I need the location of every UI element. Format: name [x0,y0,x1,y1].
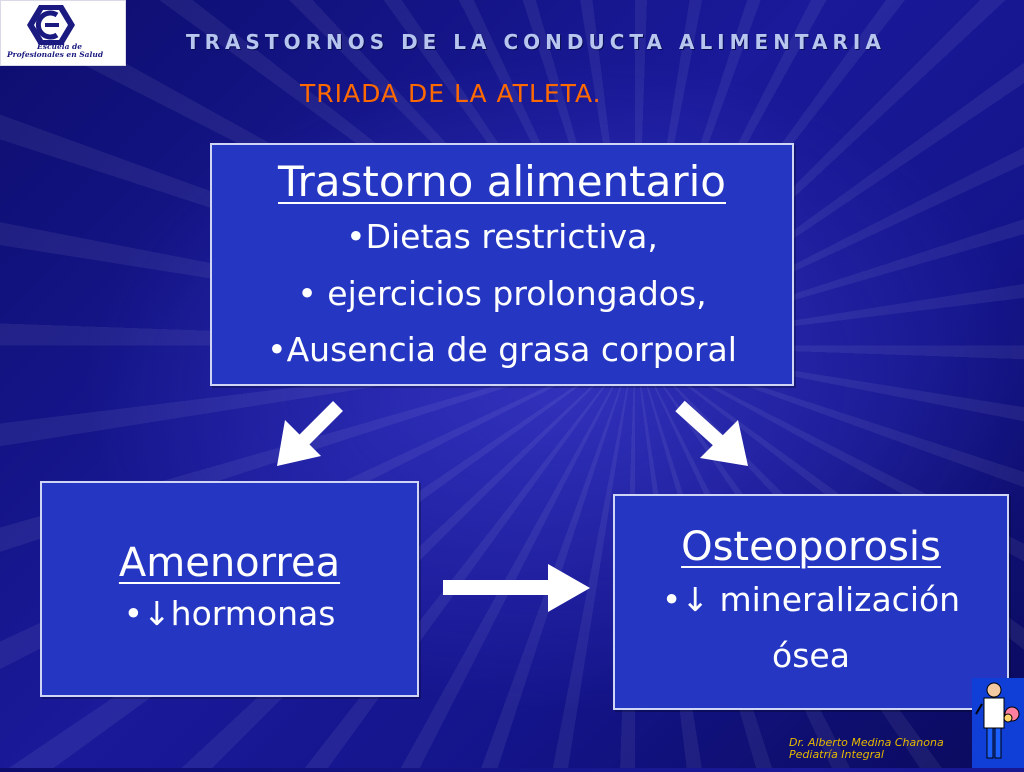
arrow-down-right-icon [680,406,748,466]
logo-line-2: Profesionales en Salud [7,50,104,59]
header-title: TRASTORNOS DE LA CONDUCTA ALIMENTARIA [186,30,886,54]
arrow-right-icon [443,564,590,612]
bullet-body-fat-absence: •Ausencia de grasa corporal [267,330,737,369]
bullet-mineralization: •↓ mineralización [661,580,961,619]
eating-disorder-title: Trastorno alimentario [277,157,726,206]
bullet-hormones: •↓hormonas [123,594,336,633]
bullet-restrictive-diets: •Dietas restrictiva, [346,217,658,256]
author-signature [789,737,944,761]
bullet-prolonged-exercise: • ejercicios prolongados, [297,274,707,313]
author-specialty: Pediatría Integral [789,748,884,761]
amenorrhea-title: Amenorrea [118,540,341,586]
osteoporosis-title: Osteoporosis [681,524,941,570]
bullet-mineralization-cont: ósea [772,636,850,675]
logo-line-1: Escuela de [37,42,83,51]
author-name: Dr. Alberto Medina Chanona [789,736,944,749]
slide-subtitle: TRIADA DE LA ATLETA. [300,79,602,108]
amenorrhea-box [40,481,419,697]
logo-text [7,43,119,59]
osteoporosis-box [613,494,1009,710]
arrow-down-left-icon [277,406,338,466]
doctor-figure-icon [972,678,1024,768]
eating-disorder-box [210,143,794,386]
school-logo [0,0,126,66]
doctor-clipart [972,678,1024,768]
